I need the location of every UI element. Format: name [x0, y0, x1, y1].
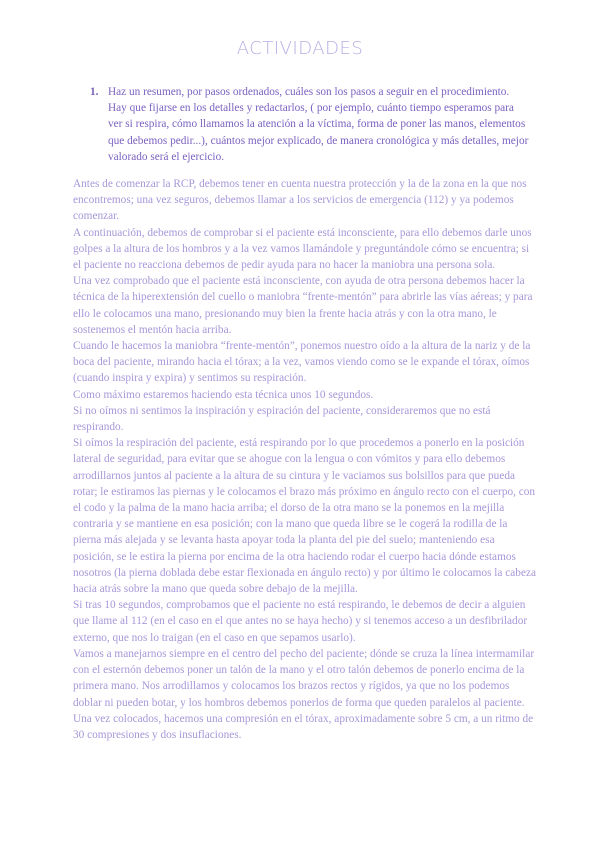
page-title: ACTIVIDADES [236, 38, 364, 59]
paragraph: Cuando le hacemos la maniobra “frente-mentón”, ponemos nuestro oído a la altura de la nariz y de la boca del paciente, mirando hacia el tórax; a la vez, vamos viendo como se le expande el tórax, oímos (cuando inspira y expira) y sentimos su respiración. [73, 340, 531, 385]
paragraph: Si no oímos ni sentimos la inspiración y espiración del paciente, consideraremos que no está respirando. [73, 404, 491, 434]
task-text: Haz un resumen, por pasos ordenados, cuáles son los pasos a seguir en el procedimiento. Hay que fijarse en los detalles y redactarlos, ( por ejemplo, cuánto tiempo esperamos para ver si respira, cómo llamamos la atención a la víctima, forma de poner las manos, elementos que debemos pedir...), cuántos mejor explicado, de manera cronológica y más detalles, mejor valorado será el ejercicio. [108, 86, 529, 163]
paragraph: A continuación, debemos de comprobar si el paciente está inconsciente, para ello debemos darle unos golpes a la altura de los hombros y a la vez vamos llamándole y preguntándole cómo se encuentra; si el paciente no reacciona debemos de pedir ayuda para no hacer la maniobra una persona sola. [73, 226, 532, 272]
answer-body [73, 176, 538, 743]
paragraph: Si tras 10 segundos, comprobamos que el paciente no está respirando, le debemos de decir a alguien que llame al 112 (en el caso en el que antes no se haya hecho) y si tenemos acceso a un desfibrilador externo, que nos lo traigan (en el caso en que sepamos usarlo). [73, 599, 528, 644]
paragraph: Vamos a manejarnos siempre en el centro del pecho del paciente; dónde se cruza la línea intermamilar con el esternón debemos poner un talón de la mano y el otro talón debemos de ponerlo encima de la primera mano. Nos arrodillamos y colocamos los brazos rectos y rígidos, ya que no los podemos doblar ni pueden botar, y los hombros debemos ponerlos de forma que queden paralelos al paciente. [73, 647, 535, 709]
task-item [90, 84, 530, 165]
task-number: 1. [90, 86, 99, 98]
paragraph: Una vez colocados, hacemos una compresión en el tórax, aproximadamente sobre 5 cm, a un ritmo de 30 compresiones y dos insuflaciones. [73, 712, 534, 741]
paragraph: Como máximo estaremos haciendo esta técnica unos 10 segundos. [73, 388, 374, 401]
paragraph: Una vez comprobado que el paciente está inconsciente, con ayuda de otra persona debemos hacer la técnica de la hiperextensión del cuello o maniobra “frente-mentón” para abrirle las vías aéreas; y para ello le colocamos una mano, presionando muy bien la frente hacia atrás y con la otra mano, le sostenemos el mentón hacia arriba. [73, 275, 533, 336]
paragraph: Antes de comenzar la RCP, debemos tener en cuenta nuestra protección y la de la zona en la que nos encontremos; una vez seguros, debemos llamar a los servicios de emergencia (112) y ya podemos comenzar. [73, 178, 527, 223]
paragraph: Si oímos la respiración del paciente, está respirando por lo que procedemos a ponerlo en la posición lateral de seguridad, para evitar que se ahogue con la lengua o con vómitos y para ello debemos arrodillarnos juntos al paciente a la altura de su cintura y le vaciamos sus bolsillos para que pueda rotar; le estiramos las piernas y le colocamos el brazo más próximo en ángulo recto con el cuerpo, con el codo y la palma de la mano hacia arriba; el dorso de la otra mano se la ponemos en la mejilla contraria y se mantiene en esa posición; con la mano que queda libre se le cogerá la rodilla de la pierna más alejada y se levanta hasta apoyar toda la planta del pie del suelo; manteniendo esa posición, se le estira la pierna por encima de la otra haciendo rodar el cuerpo hacia dónde estamos nosotros (la pierna doblada debe estar flexionada en ángulo recto) y por último le colocamos la cabeza hacia atrás sobre la mano que queda sobre debajo de la mejilla. [73, 437, 536, 596]
